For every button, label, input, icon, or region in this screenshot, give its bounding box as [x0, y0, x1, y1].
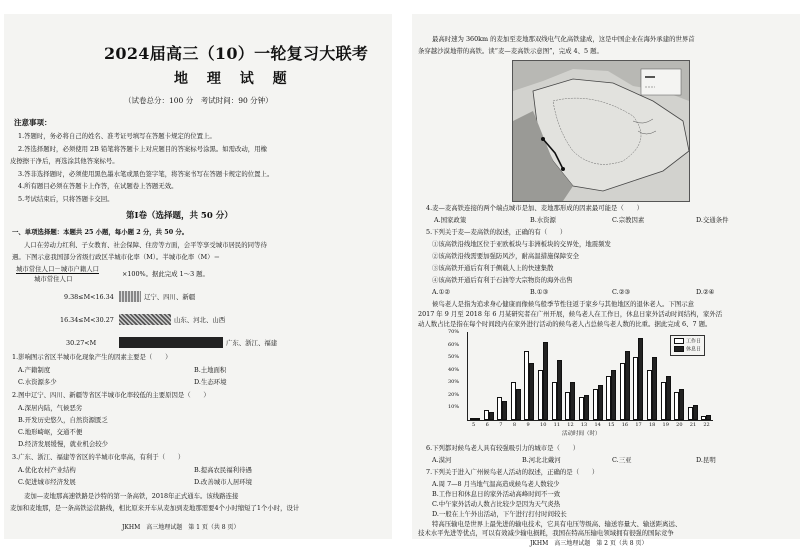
option-d[interactable]: D.经济发展缓慢，就业机会较少: [18, 440, 109, 448]
passage-line: 遇。下图示意我国部分省级行政区半城市化率（M）。半城市化率（M）＝: [12, 253, 220, 261]
statement-line: ①该高铁沿线地区位于亚欧板块与非洲板块的交界处，地震频发: [432, 240, 611, 248]
tier-bar: [119, 291, 214, 302]
note-line: 皮擦擦干净后，再选涂其他答案标号。: [10, 157, 119, 165]
legend-label: 工作日: [685, 338, 701, 345]
x-tick-label: 6: [485, 422, 489, 428]
question-stem: 1.影响图示省区半城市化现象产生的因素主要是（ ）: [12, 353, 172, 361]
option-c[interactable]: C.三亚: [612, 456, 632, 464]
x-tick-label: 14: [594, 422, 601, 428]
option-c[interactable]: C.宗教因素: [612, 216, 645, 224]
tier-range: 16.34≤M<30.27: [60, 316, 114, 324]
x-tick-label: 16: [621, 422, 629, 428]
legend-label: 休息日: [685, 346, 701, 352]
exam-title: 2024届高三（10）一轮复习大联考: [104, 44, 369, 63]
x-tick-label: 11: [553, 422, 561, 428]
option-d[interactable]: D.②④: [696, 288, 715, 296]
passage-line: 最高时速为 360km 的麦加至麦地那双线电气化高铁建成，这是中国企业在海外承建的世界首: [432, 35, 695, 43]
option-b[interactable]: B.工作日和休息日的家外活动高峰时间不一致: [432, 490, 561, 498]
passage-line: 人口在劳动力红利、子女教育、社会保障、住房等方面，会平等享受城市居民的同等待: [24, 241, 267, 249]
note-line: 2.答选择题时，必须使用 2B 铅笔将答题卡上对应题目的答案标号涂黑。如需改动，用橡: [18, 145, 267, 153]
option-b[interactable]: B.河北北戴河: [522, 456, 561, 464]
tier-regions: 辽宁、四川、新疆: [144, 293, 196, 301]
page-footer: JKHM 高三地理试题 第 1 页（共 8 页）: [122, 524, 240, 531]
rail-map-figure: [512, 60, 690, 202]
option-d[interactable]: D.交通条件: [696, 216, 729, 224]
x-tick-label: 13: [580, 422, 588, 428]
passage-line: 麦加—麦地那高速铁路是沙特的第一条高铁，2018年正式通车。该线路连接: [24, 492, 239, 500]
bar-restday-11: [557, 360, 562, 420]
bar-restday-15: [611, 370, 616, 420]
bar-restday-7: [502, 401, 507, 420]
y-tick-label: 70%: [448, 329, 460, 335]
x-tick-label: 17: [635, 422, 642, 428]
bar-restday-14: [598, 385, 603, 420]
option-d[interactable]: D.一般在上午外出活动，下午进行打付时间较长: [432, 510, 567, 518]
x-tick-label: 19: [662, 422, 669, 428]
x-tick-label: 12: [567, 422, 574, 428]
x-tick-label: 10: [540, 422, 547, 428]
question-stem: 3.广东、浙江、福建等省区的半城市化率高，有利于（ ）: [12, 453, 185, 461]
option-c[interactable]: C.水资源多少: [18, 378, 57, 386]
exam-page-2: [412, 14, 800, 539]
option-d[interactable]: D.生态环境: [194, 378, 227, 386]
exam-meta: （试卷总分：100 分 考试时间：90 分钟）: [124, 96, 273, 105]
x-tick-label: 18: [648, 422, 656, 428]
section-title: 第Ⅰ卷（选择题，共 50 分）: [126, 211, 233, 221]
x-tick-label: 7: [499, 422, 503, 428]
bar-restday-21: [693, 405, 698, 420]
page-footer-2: JKHM 高三地理试题 第 2 页（共 8 页）: [530, 540, 648, 547]
tier-range: 30.27<M: [66, 339, 97, 347]
chart-xlabel: 活动时间（时）: [562, 431, 601, 437]
y-tick-label: 50%: [448, 354, 460, 361]
question-stem: 5.下列关于麦—麦高铁的叙述，正确的有（ ）: [426, 228, 567, 236]
question-stem: 4.麦—麦高铁连接的两个端点城市是加、麦地那形成的因素最可能是（ ）: [426, 204, 643, 212]
option-d[interactable]: D.昆明: [696, 456, 716, 464]
option-a[interactable]: A.周 7—8 月当地气温高造成候鸟老人数较少: [432, 480, 560, 488]
option-b[interactable]: B.水资源: [530, 216, 556, 224]
option-c[interactable]: C.中午家外活动人数占比较少是因为天气炎热: [432, 500, 561, 508]
option-c[interactable]: C.促进城市经济发展: [18, 478, 76, 486]
bar-restday-17: [638, 338, 643, 420]
note-line: 4.所有题目必须在答题卡上作答，在试题卷上答题无效。: [18, 182, 178, 190]
x-tick-label: 15: [608, 422, 615, 428]
formula-denominator: 城市常住人口: [34, 275, 73, 283]
passage-line: 条穿越沙漠地带的高铁。读“麦—麦高铁示意图”，完成 4、5 题。: [418, 47, 603, 55]
bar-restday-12: [570, 382, 575, 420]
note-line: 1.答题时，务必将自己的姓名、准考证号填写在答题卡规定的位置上。: [18, 132, 216, 140]
option-d[interactable]: D.改善城市人居环境: [194, 478, 253, 486]
bar-restday-8: [516, 389, 521, 420]
y-tick-label: 40%: [448, 366, 460, 373]
tier-bar: [119, 314, 229, 325]
x-tick-label: 8: [512, 422, 517, 428]
y-tick-label: 10%: [448, 404, 460, 411]
bar-restday-19: [666, 376, 671, 420]
passage-line: 候鸟老人是指为追求身心健康而像候鸟般季节性往返于家乡与其他地区的退休老人。下图示意: [432, 300, 695, 308]
section-intro: 一、单项选择题：本题共 25 小题，每小题 2 分，共 50 分。: [12, 228, 189, 236]
exam-page-1: [4, 14, 392, 539]
option-a[interactable]: A.深居内陆，气候恶劣: [18, 404, 83, 412]
y-tick-label: 20%: [448, 391, 460, 398]
legend-item: [674, 346, 701, 354]
option-b[interactable]: B.开发历史悠久，自然资源匮乏: [18, 416, 108, 424]
option-a[interactable]: A.产籍制度: [18, 366, 51, 374]
passage-line: 麦加和麦地那，是一条高铁运营路线，相比原来开车从麦加到麦地那需要4个小时缩短了1个小时，设计: [10, 504, 300, 512]
option-c[interactable]: C.地形崎岖，交通不便: [18, 428, 83, 436]
bar-restday-10: [543, 342, 548, 420]
formula-numerator: 城市常住人口－城市户籍人口: [16, 265, 100, 273]
bar-restday-5: [475, 418, 480, 420]
bar-restday-20: [679, 389, 684, 420]
bar-restday-22: [706, 415, 711, 420]
option-a[interactable]: A.漠河: [432, 456, 452, 464]
tier-regions: 广东、浙江、福建: [226, 339, 278, 347]
option-b[interactable]: B.土地面积: [194, 366, 227, 374]
passage-line: 2017 年 9 月至 2018 年 6 月某研究者在广州开展，候鸟老人在工作日，休息日家外活动时间结构，家外活: [418, 310, 723, 318]
passage-line: 动人数占比是指在每个时间段内在家外进行活动的候鸟老人占总候鸟老人数的比重。据此完成 6、7 题。: [418, 320, 712, 328]
option-a[interactable]: A.①②: [432, 288, 451, 296]
bar-restday-6: [489, 412, 494, 420]
tier-bar: [119, 337, 279, 348]
x-tick-label: 5: [472, 422, 476, 428]
x-tick-label: 21: [689, 422, 697, 428]
chart-legend: [670, 335, 705, 356]
tier-regions: 山东、河北、山西: [174, 316, 226, 324]
bar-restday-9: [529, 363, 534, 420]
statement-line: ③该高铁开通后有利于侧载人上的快速集散: [432, 264, 554, 272]
option-b[interactable]: B.①③: [530, 288, 549, 296]
x-tick-label: 20: [676, 422, 683, 428]
option-c[interactable]: C.②③: [612, 288, 631, 296]
note-line: 3.答非选择题时，必须使用黑色墨水笔或黑色签字笔，将答案书写在答题卡规定的位置上。: [18, 170, 274, 178]
note-line: 5.考试结束后，只将答题卡交回。: [18, 195, 114, 203]
rail-map-svg: [513, 61, 689, 201]
exam-subject: 地 理 试 题: [174, 71, 294, 87]
y-tick-label: 60%: [448, 341, 460, 348]
activity-bar-chart: [448, 329, 713, 428]
option-a[interactable]: A.国家政策: [434, 216, 467, 224]
question-stem: 7.下列关于进入广州候鸟老人活动的叙述，正确的是（ ）: [426, 468, 599, 476]
bar-restday-16: [625, 351, 630, 420]
option-b[interactable]: B.提高农民福利待遇: [194, 466, 252, 474]
question-stem: 6.下列都对候鸟老人具有较强吸引力的城市是（ ）: [426, 444, 580, 452]
page-gutter: [396, 0, 408, 553]
passage-line: ×100%。据此完成 1～3 题。: [122, 270, 209, 278]
notes-heading: 注意事项：: [14, 118, 52, 127]
legend-item: [674, 338, 701, 346]
tier-range: 9.38≤M<16.34: [64, 293, 114, 301]
y-tick-label: 30%: [448, 379, 460, 386]
passage-line: 特高压输电是世界上最先进的输电技术，它具有电压等级高、输送容量大、输送距离远、: [432, 520, 682, 528]
x-tick-label: 22: [703, 422, 710, 428]
statement-line: ④该高铁开通后有利于石油等大宗物资的海外出售: [432, 276, 573, 284]
question-stem: 2.图中辽宁、四川、新疆等省区半城市化率较低的主要原因是（ ）: [12, 391, 210, 399]
option-a[interactable]: A.优化农村产业结构: [18, 466, 76, 474]
passage-line: 技术水平先进等优点，可以有效减少输电损耗，我国在特高压输电领域拥有很强的国际竞争: [418, 529, 674, 537]
bar-restday-18: [652, 357, 657, 420]
bar-restday-13: [584, 395, 589, 420]
x-tick-label: 9: [526, 422, 530, 428]
statement-line: ②该高铁沿线需要加强防风沙，耐高温措施保障安全: [432, 252, 579, 260]
